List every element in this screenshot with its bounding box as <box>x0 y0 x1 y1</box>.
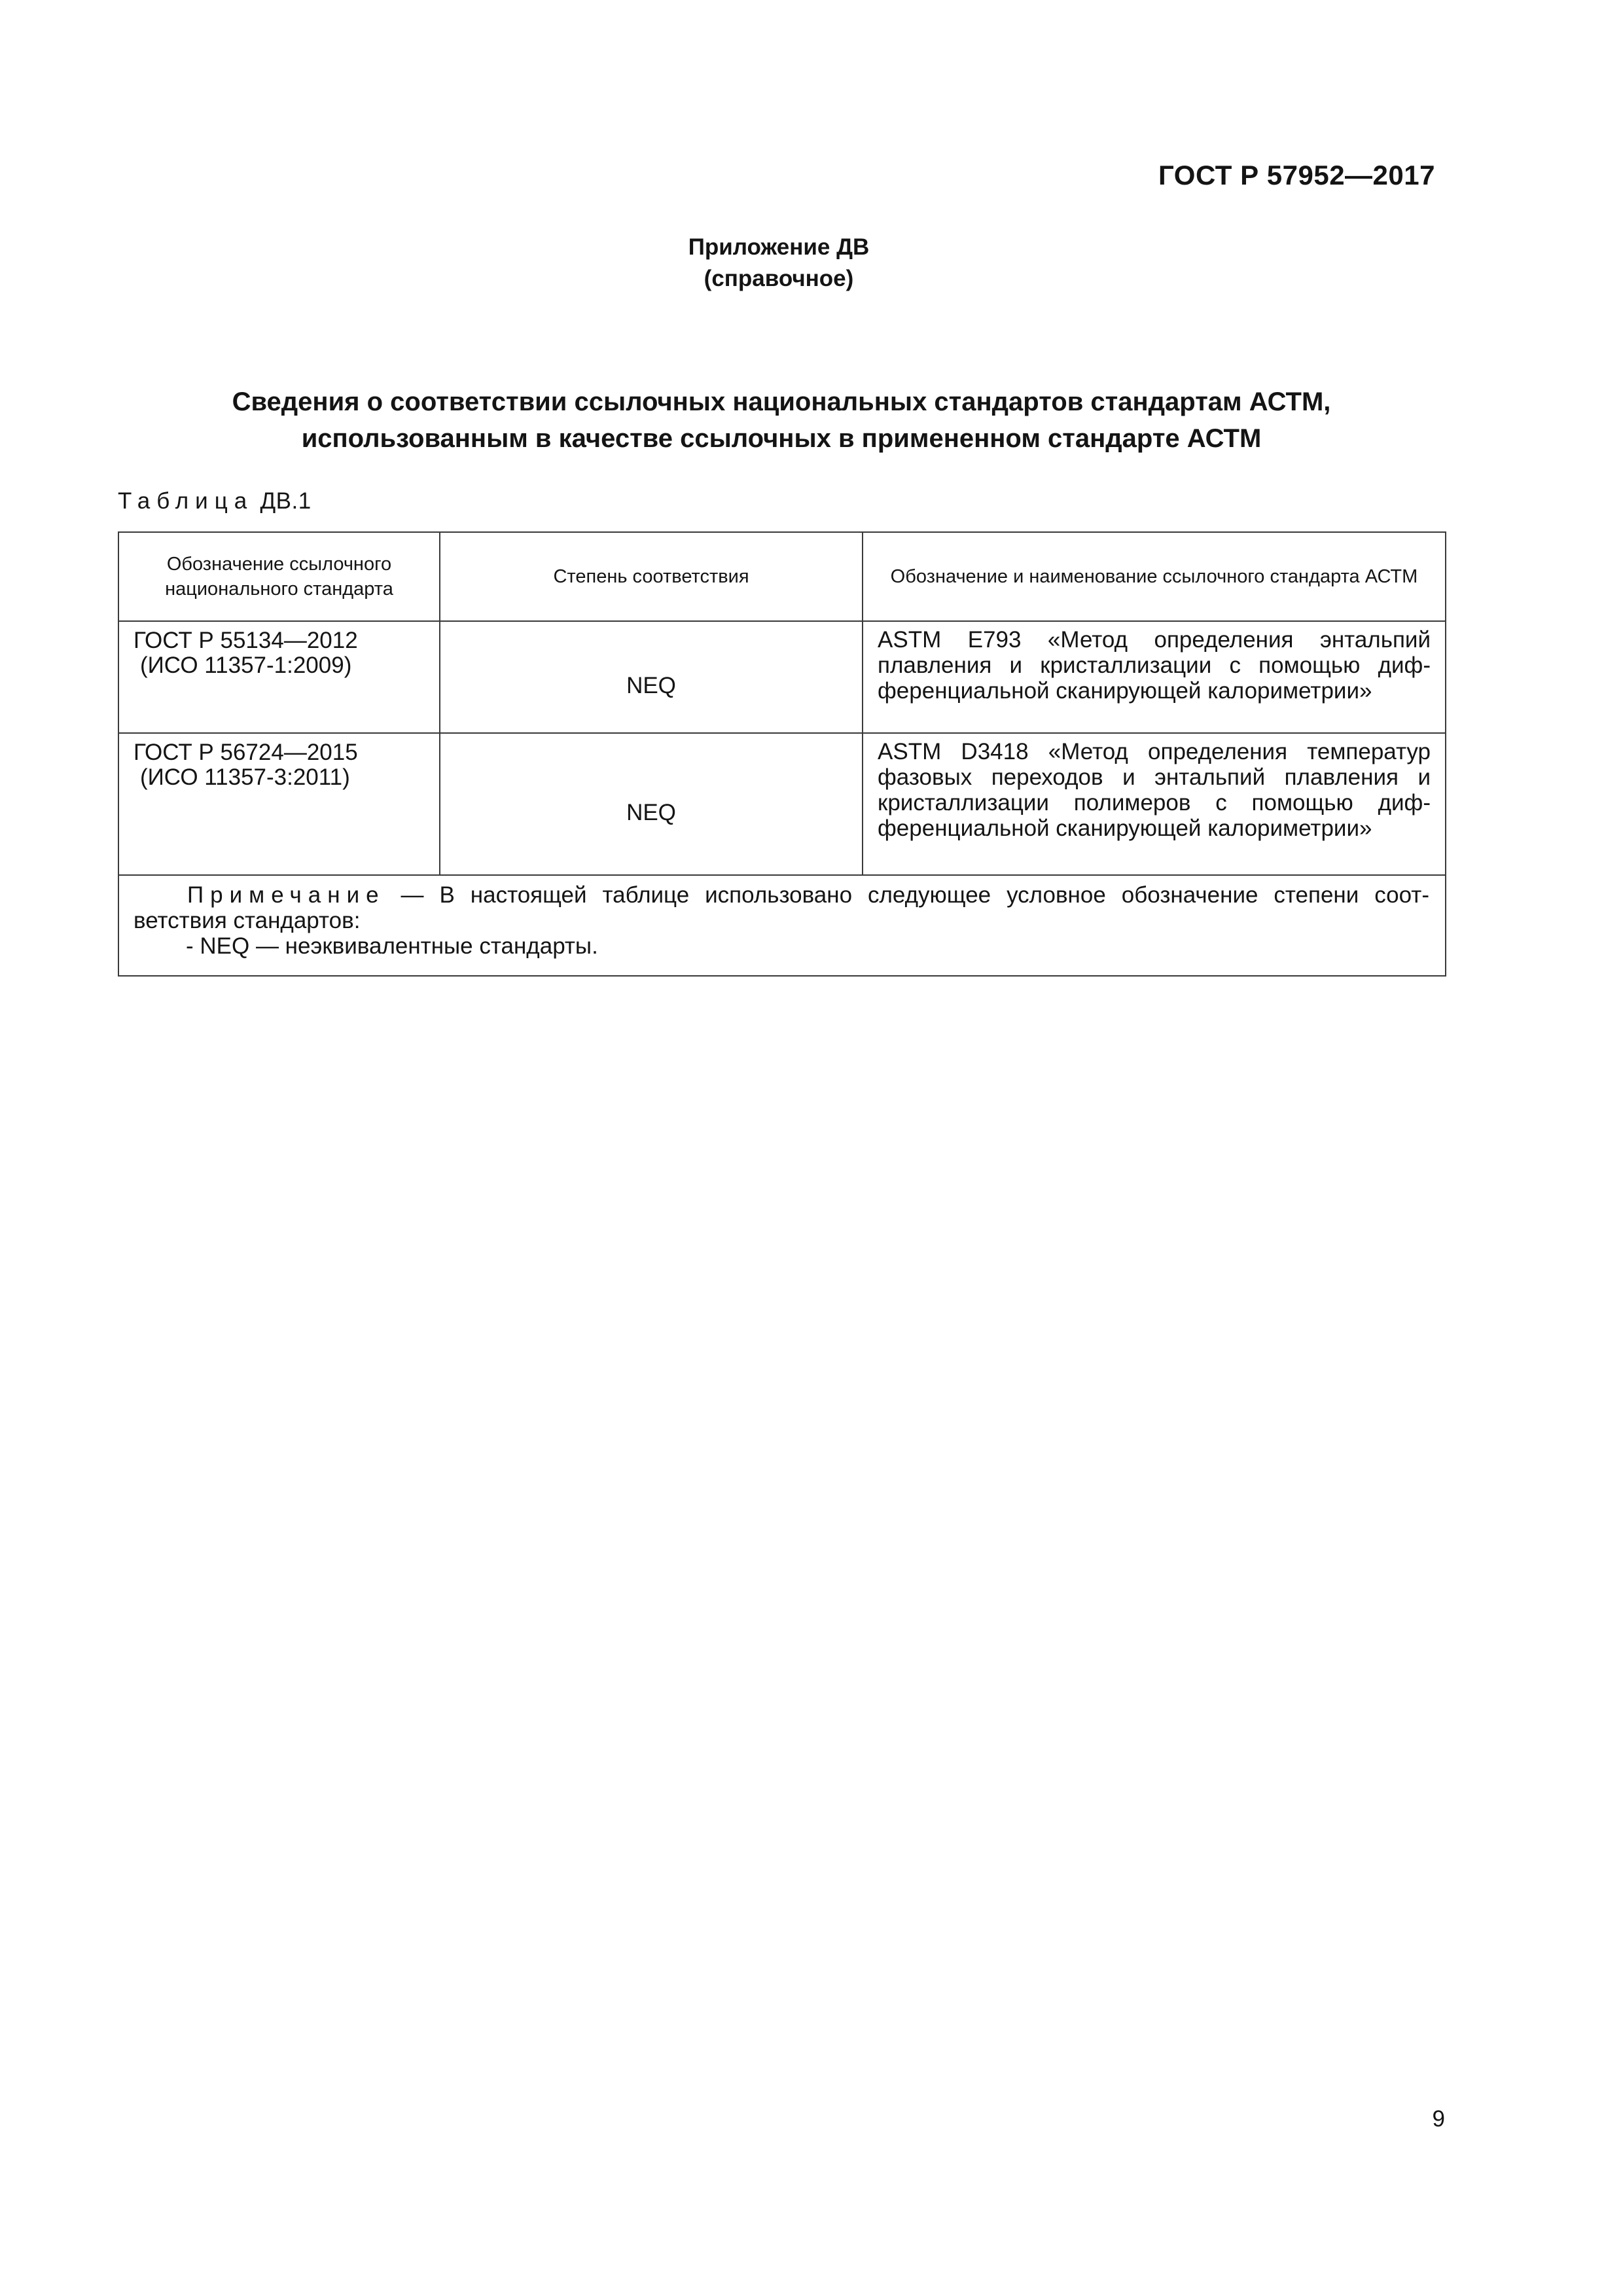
note-line-2: ветствия стандартов: <box>134 908 361 933</box>
table-caption <box>118 488 312 514</box>
table-row <box>118 733 1446 875</box>
astm-line: ASTM D3418 «Метод определения температур <box>878 739 1431 764</box>
astm-line: ференциальной сканирующей калориметрии» <box>878 816 1372 841</box>
table-note <box>118 875 1446 976</box>
note-label: Примечание <box>187 882 385 908</box>
astm-line: ASTM E793 «Метод определения энтальпий <box>878 627 1431 653</box>
section-title-line-1: Сведения о соответствии ссылочных национальных стандартов стандартам АСТМ, <box>232 387 1331 416</box>
appendix-heading <box>0 232 1558 295</box>
iso-code: (ИСО 11357-3:2011) <box>140 764 350 790</box>
header-degree: Степень соответствия <box>440 532 863 621</box>
note-line-3: - NEQ — неэквивалентные стандарты. <box>186 933 598 959</box>
section-title <box>118 384 1445 457</box>
gost-code: ГОСТ Р 56724—2015 <box>134 740 358 765</box>
table-note-row <box>118 875 1446 976</box>
table-caption-number: ДВ.1 <box>260 488 312 514</box>
astm-standard-cell <box>863 621 1446 733</box>
astm-standard-cell <box>863 733 1446 875</box>
degree-cell: NEQ <box>440 733 863 875</box>
table-caption-label: Таблица <box>118 488 254 514</box>
note-line-1 <box>134 882 1429 908</box>
gost-code: ГОСТ Р 55134—2012 <box>134 628 358 653</box>
astm-line: кристаллизации полимеров с помощью диф- <box>878 790 1431 816</box>
section-title-line-2: использованным в качестве ссылочных в примененном стандарте АСТМ <box>301 424 1262 453</box>
astm-line: ференциальной сканирующей калориметрии» <box>878 678 1372 704</box>
note-text: — В настоящей таблице использовано следующее условное обозначение степени соот- <box>385 882 1429 908</box>
table-header-row <box>118 532 1446 621</box>
correspondence-table <box>118 531 1446 977</box>
table-row <box>118 621 1446 733</box>
document-code: ГОСТ Р 57952—2017 <box>1158 160 1435 190</box>
header-national-standard: Обозначение ссылочного национального стандарта <box>118 532 440 621</box>
degree-cell: NEQ <box>440 621 863 733</box>
page-number: 9 <box>1432 2106 1445 2132</box>
astm-line: фазовых переходов и энтальпий плавления и <box>878 764 1431 790</box>
appendix-title: Приложение ДВ <box>688 234 870 260</box>
iso-code: (ИСО 11357-1:2009) <box>140 653 352 678</box>
header-astm-standard: Обозначение и наименование ссылочного стандарта АСТМ <box>863 532 1446 621</box>
appendix-subtitle: (справочное) <box>704 266 854 291</box>
national-standard-cell <box>118 621 440 733</box>
astm-line: плавления и кристаллизации с помощью диф- <box>878 653 1431 678</box>
national-standard-cell <box>118 733 440 875</box>
